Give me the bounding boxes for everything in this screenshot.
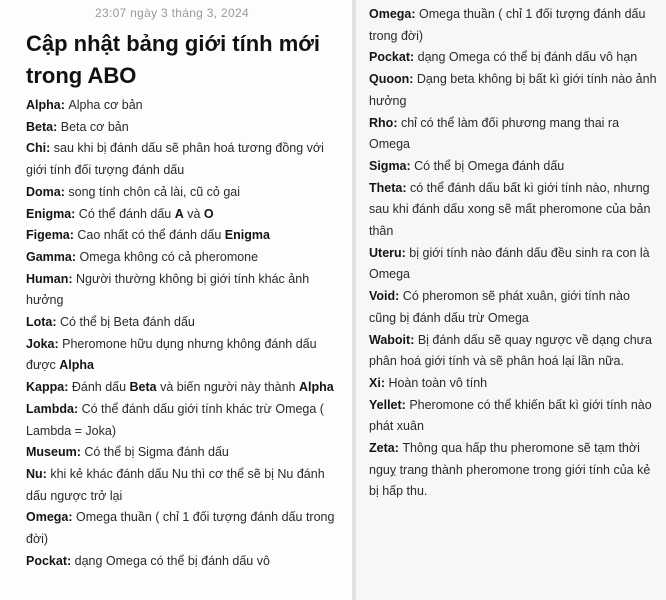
list-item	[26, 399, 344, 442]
description: Omega thuần ( chỉ 1 đối tượng đánh dấu trong đời)	[369, 7, 646, 43]
term-museum: Museum	[26, 445, 77, 460]
term-separator: :	[395, 289, 403, 304]
list-item	[26, 507, 344, 550]
description: Cao nhất có thể đánh dấu	[77, 228, 225, 243]
description: chỉ có thể làm đối phương mang thai ra Omega	[369, 115, 620, 152]
post-timestamp: 23:07 ngày 3 tháng 3, 2024	[95, 6, 249, 20]
term-xi: Xi	[369, 375, 381, 390]
term-separator: :	[68, 510, 77, 525]
description: Bị đánh dấu sẽ quay ngược về dạng chưa phân hoá giới tính và sẽ phân hoá lại lần nữa.	[369, 332, 652, 369]
description: dạng Omega có thể bị đánh dấu vô	[74, 553, 270, 568]
term-separator: :	[71, 249, 80, 264]
term-zeta: Zeta	[369, 441, 395, 456]
list-item	[369, 47, 659, 69]
term-doma: Doma	[26, 184, 61, 199]
term-separator: :	[402, 180, 410, 195]
term-separator: :	[54, 336, 63, 351]
list-item	[26, 312, 344, 334]
term-rho: Rho	[369, 115, 394, 130]
description: Có thể đánh dấu	[78, 206, 175, 221]
gender-list-right	[369, 4, 659, 503]
list-item	[369, 330, 659, 373]
term-alpha: Alpha	[26, 98, 61, 112]
list-item	[26, 182, 344, 204]
term-sigma: Sigma	[369, 158, 407, 173]
list-item	[26, 204, 344, 226]
list-item	[369, 156, 659, 178]
list-item	[26, 551, 344, 573]
emphasis: O	[203, 206, 214, 221]
term-yellet: Yellet	[369, 397, 402, 412]
term-void: Void	[369, 289, 396, 304]
term-kappa: Kappa	[26, 380, 65, 395]
term-lambda: Lambda	[26, 401, 74, 416]
description: Pheromone có thể khiến bất kì giới tính nào phát xuân	[369, 397, 652, 434]
description: dạng Omega có thể bị đánh dấu vô hạn	[417, 50, 638, 65]
gender-list-left	[26, 95, 344, 572]
description: song tính chôn cả lài, cũ cỏ gai	[68, 184, 241, 199]
term-separator: :	[42, 466, 51, 481]
term-theta: Theta	[369, 180, 403, 195]
description: Có thể bị Sigma đánh dấu	[84, 445, 229, 460]
description-middle: và	[183, 206, 204, 221]
term-separator: :	[71, 206, 79, 221]
term-pockat: Pockat	[26, 553, 67, 568]
term-separator: :	[60, 184, 69, 199]
term-separator: :	[60, 98, 69, 112]
description: Alpha cơ bản	[68, 98, 143, 112]
list-item	[369, 373, 659, 395]
list-item	[369, 113, 659, 156]
description: Omega không có cả pheromone	[79, 249, 259, 264]
term-lota: Lota	[26, 315, 53, 330]
term-separator: :	[393, 115, 401, 130]
term-beta: Beta	[26, 119, 54, 134]
term-enigma: Enigma	[26, 206, 72, 221]
list-item	[26, 464, 344, 507]
description: Hoàn toàn vô tính	[388, 375, 488, 390]
term-separator: :	[67, 553, 75, 568]
term-separator: :	[411, 7, 420, 21]
description-middle: và biến người này thành	[156, 380, 299, 395]
list-item	[26, 269, 344, 312]
list-item	[26, 334, 344, 377]
description: Có thể bị Beta đánh dấu	[60, 315, 195, 330]
list-item	[369, 243, 659, 286]
description: bị giới tính nào đánh dấu đều sinh ra con là Omega	[369, 245, 650, 282]
term-chi: Chi	[26, 141, 47, 156]
term-nu: Nu	[26, 466, 43, 481]
description: Người thường không bị giới tính khác ảnh hưởng	[26, 271, 310, 308]
list-item	[26, 95, 344, 117]
term-separator: :	[410, 50, 418, 65]
term-separator: :	[69, 228, 78, 243]
term-separator: :	[380, 375, 389, 390]
term-separator: :	[46, 141, 54, 156]
list-item	[369, 178, 659, 243]
description: Dạng beta không bị bất kì giới tính nào ảnh hưởng	[369, 72, 657, 108]
list-item	[26, 225, 344, 247]
term-gamma: Gamma	[26, 249, 72, 264]
list-item	[26, 377, 344, 399]
term-separator: :	[406, 158, 415, 173]
list-item	[369, 395, 659, 438]
term-separator: :	[68, 271, 77, 286]
list-item	[26, 247, 344, 269]
term-uteru: Uteru	[369, 245, 402, 260]
emphasis: A	[174, 206, 184, 221]
description: Có thể đánh dấu giới tính khác trừ Omega ( Lambda = Joka)	[26, 401, 324, 438]
term-separator: :	[52, 315, 61, 330]
term-separator: :	[76, 445, 85, 460]
term-separator: :	[401, 245, 410, 260]
term-separator: :	[409, 72, 417, 87]
emphasis: Enigma	[224, 228, 270, 243]
term-pockat: Pockat	[369, 50, 410, 65]
list-item	[369, 286, 659, 329]
term-separator: :	[401, 397, 410, 412]
term-quoon: Quoon	[369, 72, 410, 87]
description: Thông qua hấp thu pheromone sẽ tạm thời nguỵ trang thành pheromone trong giới tính của kẻ bị hấp thu.	[369, 441, 651, 499]
list-item	[369, 69, 659, 112]
term-omega: Omega	[369, 7, 412, 21]
term-waboit: Waboit	[369, 332, 411, 347]
description: có thể đánh dấu bất kì giới tính nào, nhưng sau khi đánh dấu xong sẽ mất pheromone của bản thân	[369, 180, 651, 239]
list-item	[369, 438, 659, 503]
description: Pheromone hữu dụng nhưng không đánh dấu được	[26, 336, 317, 373]
list-item	[26, 442, 344, 464]
emphasis: Beta	[129, 380, 157, 395]
description: khi kẻ khác đánh dấu Nu thì cơ thể sẽ bị Nu đánh dấu ngược trở lại	[26, 466, 325, 503]
term-separator: :	[410, 332, 418, 347]
term-separator: :	[53, 119, 61, 134]
description: Đánh dấu	[71, 380, 130, 395]
list-item	[26, 138, 344, 181]
list-item	[369, 4, 659, 47]
description: Có pheromon sẽ phát xuân, giới tính nào cũng bị đánh dấu trừ Omega	[369, 289, 630, 325]
emphasis: Alpha	[298, 380, 334, 395]
page-title: Cập nhật bảng giới tính mới trong ABO	[26, 31, 321, 88]
term-separator: :	[394, 441, 403, 456]
term-human: Human	[26, 271, 69, 286]
right-page-panel	[356, 0, 666, 600]
list-item	[26, 117, 344, 139]
term-separator: :	[64, 380, 72, 395]
term-joka: Joka	[26, 336, 55, 351]
description: sau khi bị đánh dấu sẽ phân hoá tương đồng với giới tính đối tượng đánh dấu	[26, 141, 324, 178]
term-figema: Figema	[26, 228, 70, 243]
term-omega: Omega	[26, 510, 69, 525]
description: Omega thuần ( chỉ 1 đối tượng đánh dấu trong đời)	[26, 510, 335, 547]
description: Có thể bị Omega đánh dấu	[414, 158, 565, 173]
description: Beta cơ bản	[60, 119, 129, 134]
term-separator: :	[73, 401, 82, 416]
emphasis: Alpha	[59, 358, 94, 373]
